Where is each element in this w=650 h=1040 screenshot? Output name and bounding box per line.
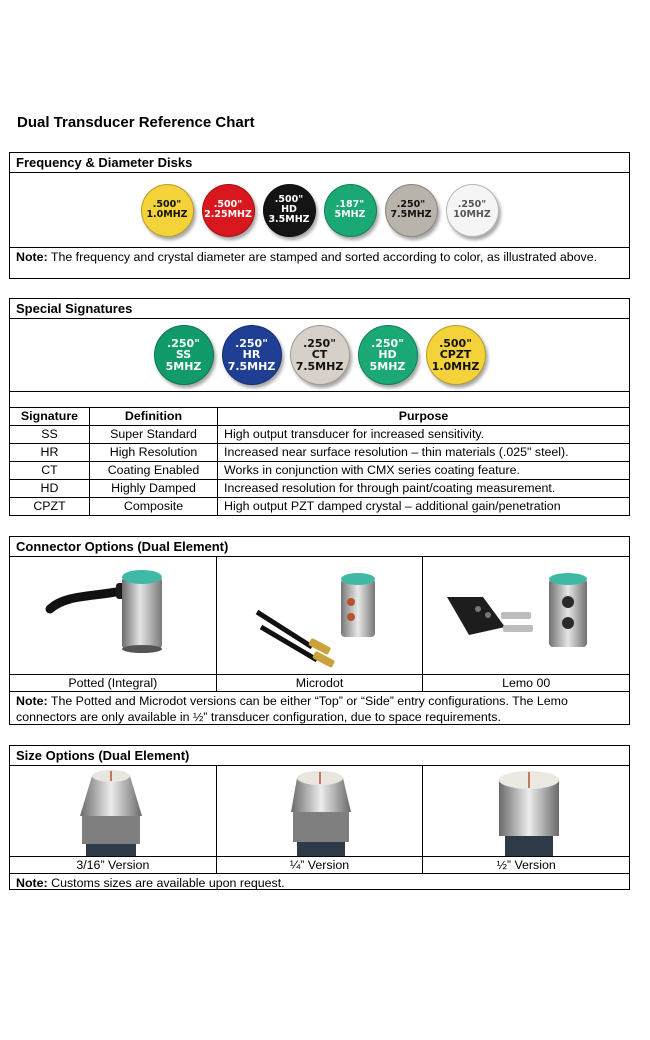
frequency-disk [141,184,194,237]
frequency-note [10,248,629,266]
frequency-section [9,152,630,279]
size-3-16-image [10,766,217,856]
note-label: Note: [16,250,48,264]
signature-disk [154,325,214,385]
disk-label: CT [311,348,328,362]
table-row [10,462,630,480]
frequency-disk [446,184,499,237]
disk-label: 7.5MHZ [390,209,432,220]
disk-label: 7.5MHZ [295,359,344,373]
caption-microdot: Microdot [217,675,424,691]
disk-label: .500" [213,199,243,211]
disk-label: .250" [303,336,336,350]
signature-cell: CT [10,462,90,480]
signature-disk-row [10,319,629,392]
connector-note [10,692,629,726]
table-header-row [10,408,630,426]
disk-label: HD [281,204,297,216]
note-label: Note: [16,694,48,708]
frequency-disk [385,184,438,237]
disk-label: .187" [335,199,365,211]
caption-potted: Potted (Integral) [10,675,217,691]
disk-label: 5MHZ [165,359,202,373]
signature-disk [426,325,486,385]
table-row [10,480,630,498]
table-row [10,444,630,462]
note-text: The frequency and crystal diameter are stamped and sorted according to color, as illustrated above. [50,250,598,264]
definition-cell: Highly Damped [90,480,218,498]
signature-disk [290,325,350,385]
disk-label: 1.0MHZ [146,209,188,220]
disk-label: 2.25MHZ [204,209,252,220]
frequency-disk [263,184,316,237]
potted-connector-image [10,557,217,674]
purpose-cell: Works in conjunction with CMX series coating feature. [218,462,630,480]
purpose-cell: High output transducer for increased sensitivity. [218,426,630,444]
disk-label: 1.0MHZ [431,359,480,373]
connector-section [9,536,630,725]
note-label: Note: [16,876,48,890]
caption-lemo: Lemo 00 [502,676,551,690]
signature-cell: CPZT [10,498,90,516]
disk-label: 5MHZ [334,209,366,220]
table-row [10,498,630,516]
column-header-signature: Signature [10,408,90,426]
disk-label: .500" [439,336,472,350]
signature-cell: HD [10,480,90,498]
frequency-disk-row [10,173,629,248]
purpose-cell: Increased resolution for through paint/coating measurement. [218,480,630,498]
disk-label: .250" [396,199,426,211]
signature-table [9,407,630,516]
disk-label: HR [242,348,261,362]
disk-label: .250" [457,199,487,211]
disk-label: .250" [167,336,200,350]
size-header: Size Options (Dual Element) [10,746,629,766]
frequency-header: Frequency & Diameter Disks [10,153,629,173]
size-note [10,874,629,892]
page-title: Dual Transducer Reference Chart [17,114,255,131]
connector-header: Connector Options (Dual Element) [10,537,629,557]
frequency-disk [324,184,377,237]
disk-label: .250" [371,336,404,350]
frequency-disk [202,184,255,237]
definition-cell: Composite [90,498,218,516]
column-header-definition: Definition [90,408,218,426]
disk-label: 3.5MHZ [268,213,310,225]
caption-1-2-version: ½” Version [496,858,556,872]
disk-label: HD [378,348,397,362]
caption-1-4-version: ¼” Version [217,857,424,873]
column-header-purpose: Purpose [218,408,630,426]
signature-disk [222,325,282,385]
size-section [9,745,630,890]
disk-label: 7.5MHZ [227,359,276,373]
definition-cell: High Resolution [90,444,218,462]
purpose-cell: High output PZT damped crystal – additional gain/penetration [218,498,630,516]
signature-cell: HR [10,444,90,462]
disk-label: 5MHZ [369,359,406,373]
size-1-4-image [217,766,424,856]
signature-disk [358,325,418,385]
definition-cell: Coating Enabled [90,462,218,480]
definition-cell: Super Standard [90,426,218,444]
special-signatures-section [9,298,630,408]
size-1-2-image [423,766,629,856]
disk-label: CPZT [439,348,472,362]
purpose-cell: Increased near surface resolution – thin materials (.025" steel). [218,444,630,462]
note-text: The Potted and Microdot versions can be either “Top” or “Side” entry configurations. The Lemo connectors are only available in ½” transducer configuration, due to space requirements. [16,694,568,724]
table-row [10,426,630,444]
disk-label: .250" [235,336,268,350]
lemo-connector-image [423,557,629,674]
disk-label: SS [175,348,192,362]
special-signatures-header: Special Signatures [10,299,629,319]
disk-label: .500" [152,199,182,211]
signature-cell: SS [10,426,90,444]
note-text: Customs sizes are available upon request. [51,876,285,890]
disk-label: .500" [274,194,304,206]
microdot-connector-image [217,557,424,674]
caption-3-16-version: 3/16” Version [10,857,217,873]
disk-label: 10MHZ [453,209,491,220]
